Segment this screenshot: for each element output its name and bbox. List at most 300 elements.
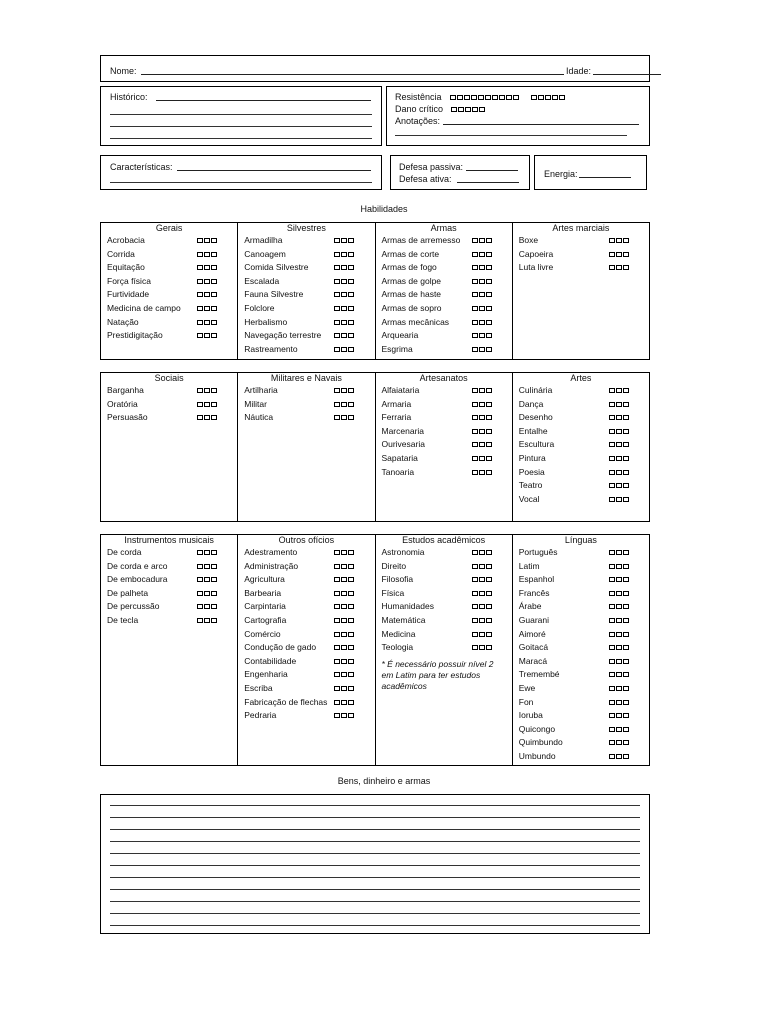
skill-level-checkbox[interactable]: [204, 618, 210, 623]
skill-level-checkbox[interactable]: [204, 577, 210, 582]
skill-level-checkbox[interactable]: [341, 306, 347, 311]
skill-level-checkbox[interactable]: [486, 238, 492, 243]
skill-level-checkbox[interactable]: [616, 659, 622, 664]
skill-level-checkbox[interactable]: [334, 402, 340, 407]
skill-level-checkbox[interactable]: [479, 632, 485, 637]
skill-level-checkbox[interactable]: [472, 292, 478, 297]
skill-level-checkbox[interactable]: [341, 686, 347, 691]
skill-level-checkbox[interactable]: [204, 292, 210, 297]
skill-level-checkbox[interactable]: [341, 415, 347, 420]
historico-line-2[interactable]: [110, 114, 372, 115]
skill-level-checkbox[interactable]: [623, 238, 629, 243]
bens-line[interactable]: [110, 865, 640, 866]
skill-level-checkbox[interactable]: [472, 402, 478, 407]
skill-level-checkbox[interactable]: [486, 347, 492, 352]
resistencia-checkbox[interactable]: [471, 95, 477, 100]
skill-level-checkbox[interactable]: [609, 686, 615, 691]
resistencia-extra-checkbox[interactable]: [531, 95, 537, 100]
skill-level-checkbox[interactable]: [486, 456, 492, 461]
dano-critico-checkbox[interactable]: [472, 107, 478, 112]
skill-level-checkbox[interactable]: [486, 320, 492, 325]
skill-level-checkbox[interactable]: [486, 279, 492, 284]
bens-line[interactable]: [110, 877, 640, 878]
skill-level-checkbox[interactable]: [623, 429, 629, 434]
energia-field[interactable]: [579, 169, 631, 178]
skill-level-checkbox[interactable]: [623, 727, 629, 732]
caracteristicas-line-2[interactable]: [110, 182, 372, 183]
skill-level-checkbox[interactable]: [348, 604, 354, 609]
skill-level-checkbox[interactable]: [486, 388, 492, 393]
skill-level-checkbox[interactable]: [348, 279, 354, 284]
skill-level-checkbox[interactable]: [341, 591, 347, 596]
skill-level-checkbox[interactable]: [479, 347, 485, 352]
skill-level-checkbox[interactable]: [623, 700, 629, 705]
skill-level-checkbox[interactable]: [348, 333, 354, 338]
skill-level-checkbox[interactable]: [609, 497, 615, 502]
skill-level-checkbox[interactable]: [609, 415, 615, 420]
skill-level-checkbox[interactable]: [616, 238, 622, 243]
dano-critico-checkbox[interactable]: [458, 107, 464, 112]
skill-level-checkbox[interactable]: [197, 604, 203, 609]
skill-level-checkbox[interactable]: [334, 659, 340, 664]
skill-level-checkbox[interactable]: [609, 470, 615, 475]
skill-level-checkbox[interactable]: [479, 604, 485, 609]
skill-level-checkbox[interactable]: [479, 252, 485, 257]
skill-level-checkbox[interactable]: [479, 577, 485, 582]
skill-level-checkbox[interactable]: [616, 713, 622, 718]
resistencia-extra-boxes[interactable]: [531, 95, 566, 100]
skill-level-checkbox[interactable]: [479, 429, 485, 434]
skill-level-checkbox[interactable]: [341, 265, 347, 270]
skill-level-checkbox[interactable]: [616, 672, 622, 677]
skill-level-checkbox[interactable]: [472, 632, 478, 637]
skill-level-checkbox[interactable]: [486, 604, 492, 609]
skill-level-checkbox[interactable]: [479, 402, 485, 407]
skill-level-checkbox[interactable]: [472, 279, 478, 284]
skill-level-checkbox[interactable]: [211, 402, 217, 407]
skill-level-checkbox[interactable]: [486, 632, 492, 637]
skill-level-checkbox[interactable]: [341, 618, 347, 623]
skill-level-checkbox[interactable]: [609, 632, 615, 637]
skill-level-checkbox[interactable]: [197, 333, 203, 338]
skill-level-checkbox[interactable]: [472, 470, 478, 475]
skill-level-checkbox[interactable]: [616, 740, 622, 745]
dano-critico-checkbox[interactable]: [479, 107, 485, 112]
skill-level-checkbox[interactable]: [479, 238, 485, 243]
skill-level-checkbox[interactable]: [204, 604, 210, 609]
skill-level-checkbox[interactable]: [334, 333, 340, 338]
skill-level-checkbox[interactable]: [334, 686, 340, 691]
skill-level-checkbox[interactable]: [609, 388, 615, 393]
skill-level-checkbox[interactable]: [204, 402, 210, 407]
skill-level-checkbox[interactable]: [348, 618, 354, 623]
defesa-passiva-field[interactable]: [466, 162, 518, 171]
skill-level-checkbox[interactable]: [623, 672, 629, 677]
skill-level-checkbox[interactable]: [472, 320, 478, 325]
skill-level-checkbox[interactable]: [472, 550, 478, 555]
skill-level-checkbox[interactable]: [479, 292, 485, 297]
skill-level-checkbox[interactable]: [472, 456, 478, 461]
skill-level-checkbox[interactable]: [623, 713, 629, 718]
skill-level-checkbox[interactable]: [334, 713, 340, 718]
skill-level-checkbox[interactable]: [334, 279, 340, 284]
skill-level-checkbox[interactable]: [479, 415, 485, 420]
skill-level-checkbox[interactable]: [616, 265, 622, 270]
skill-level-checkbox[interactable]: [623, 618, 629, 623]
skill-level-checkbox[interactable]: [211, 388, 217, 393]
skill-level-checkbox[interactable]: [479, 320, 485, 325]
skill-level-checkbox[interactable]: [341, 564, 347, 569]
skill-level-checkbox[interactable]: [472, 333, 478, 338]
skill-level-checkbox[interactable]: [334, 347, 340, 352]
resistencia-extra-checkbox[interactable]: [552, 95, 558, 100]
skill-level-checkbox[interactable]: [486, 402, 492, 407]
skill-level-checkbox[interactable]: [479, 618, 485, 623]
dano-critico-checkbox[interactable]: [465, 107, 471, 112]
skill-level-checkbox[interactable]: [348, 591, 354, 596]
skill-level-checkbox[interactable]: [341, 320, 347, 325]
skill-level-checkbox[interactable]: [211, 292, 217, 297]
skill-level-checkbox[interactable]: [334, 577, 340, 582]
skill-level-checkbox[interactable]: [623, 442, 629, 447]
skill-level-checkbox[interactable]: [609, 672, 615, 677]
skill-level-checkbox[interactable]: [341, 333, 347, 338]
bens-line[interactable]: [110, 829, 640, 830]
skill-level-checkbox[interactable]: [204, 591, 210, 596]
skill-level-checkbox[interactable]: [341, 550, 347, 555]
skill-level-checkbox[interactable]: [334, 564, 340, 569]
skill-level-checkbox[interactable]: [479, 550, 485, 555]
skill-level-checkbox[interactable]: [479, 442, 485, 447]
skill-level-checkbox[interactable]: [486, 564, 492, 569]
skill-level-checkbox[interactable]: [197, 564, 203, 569]
skill-level-checkbox[interactable]: [204, 550, 210, 555]
skill-level-checkbox[interactable]: [479, 645, 485, 650]
skill-level-checkbox[interactable]: [623, 388, 629, 393]
skill-level-checkbox[interactable]: [616, 591, 622, 596]
skill-level-checkbox[interactable]: [479, 564, 485, 569]
skill-level-checkbox[interactable]: [623, 470, 629, 475]
skill-level-checkbox[interactable]: [616, 645, 622, 650]
skill-level-checkbox[interactable]: [609, 740, 615, 745]
resistencia-checkbox[interactable]: [464, 95, 470, 100]
skill-level-checkbox[interactable]: [486, 470, 492, 475]
skill-level-checkbox[interactable]: [609, 456, 615, 461]
skill-level-checkbox[interactable]: [197, 402, 203, 407]
skill-level-checkbox[interactable]: [348, 645, 354, 650]
skill-level-checkbox[interactable]: [211, 333, 217, 338]
resistencia-extra-checkbox[interactable]: [538, 95, 544, 100]
skill-level-checkbox[interactable]: [479, 388, 485, 393]
skill-level-checkbox[interactable]: [341, 577, 347, 582]
skill-level-checkbox[interactable]: [211, 618, 217, 623]
skill-level-checkbox[interactable]: [609, 252, 615, 257]
skill-level-checkbox[interactable]: [616, 618, 622, 623]
skill-level-checkbox[interactable]: [616, 564, 622, 569]
bens-line[interactable]: [110, 853, 640, 854]
skill-level-checkbox[interactable]: [616, 402, 622, 407]
skill-level-checkbox[interactable]: [616, 604, 622, 609]
resistencia-checkbox[interactable]: [485, 95, 491, 100]
skill-level-checkbox[interactable]: [616, 415, 622, 420]
skill-level-checkbox[interactable]: [341, 713, 347, 718]
skill-level-checkbox[interactable]: [341, 632, 347, 637]
skill-level-checkbox[interactable]: [616, 252, 622, 257]
skill-level-checkbox[interactable]: [341, 279, 347, 284]
skill-level-checkbox[interactable]: [341, 700, 347, 705]
skill-level-checkbox[interactable]: [479, 279, 485, 284]
age-field[interactable]: [593, 66, 635, 75]
skill-level-checkbox[interactable]: [334, 238, 340, 243]
skill-level-checkbox[interactable]: [623, 591, 629, 596]
resistencia-checkbox[interactable]: [499, 95, 505, 100]
skill-level-checkbox[interactable]: [472, 306, 478, 311]
bens-line[interactable]: [110, 805, 640, 806]
skill-level-checkbox[interactable]: [472, 564, 478, 569]
skill-level-checkbox[interactable]: [211, 577, 217, 582]
historico-line-3[interactable]: [110, 126, 372, 127]
skill-level-checkbox[interactable]: [334, 550, 340, 555]
caracteristicas-line-1[interactable]: [177, 162, 371, 171]
skill-level-checkbox[interactable]: [609, 604, 615, 609]
skill-level-checkbox[interactable]: [623, 550, 629, 555]
skill-level-checkbox[interactable]: [623, 564, 629, 569]
skill-level-checkbox[interactable]: [609, 429, 615, 434]
skill-level-checkbox[interactable]: [472, 238, 478, 243]
skill-level-checkbox[interactable]: [479, 470, 485, 475]
skill-level-checkbox[interactable]: [472, 429, 478, 434]
skill-level-checkbox[interactable]: [616, 497, 622, 502]
skill-level-checkbox[interactable]: [616, 388, 622, 393]
skill-level-checkbox[interactable]: [486, 265, 492, 270]
skill-level-checkbox[interactable]: [211, 252, 217, 257]
skill-level-checkbox[interactable]: [479, 306, 485, 311]
skill-level-checkbox[interactable]: [609, 591, 615, 596]
skill-level-checkbox[interactable]: [486, 429, 492, 434]
historico-line-4[interactable]: [110, 138, 372, 139]
skill-level-checkbox[interactable]: [334, 700, 340, 705]
resistencia-checkbox[interactable]: [478, 95, 484, 100]
skill-level-checkbox[interactable]: [616, 456, 622, 461]
skill-level-checkbox[interactable]: [334, 388, 340, 393]
skill-level-checkbox[interactable]: [479, 333, 485, 338]
skill-level-checkbox[interactable]: [609, 238, 615, 243]
skill-level-checkbox[interactable]: [341, 252, 347, 257]
skill-level-checkbox[interactable]: [211, 320, 217, 325]
skill-level-checkbox[interactable]: [341, 402, 347, 407]
resistencia-extra-checkbox[interactable]: [545, 95, 551, 100]
bens-line[interactable]: [110, 841, 640, 842]
skill-level-checkbox[interactable]: [348, 564, 354, 569]
bens-line[interactable]: [110, 817, 640, 818]
resistencia-checkbox[interactable]: [450, 95, 456, 100]
skill-level-checkbox[interactable]: [486, 645, 492, 650]
skill-level-checkbox[interactable]: [616, 577, 622, 582]
historico-line-1[interactable]: [156, 92, 371, 101]
skill-level-checkbox[interactable]: [334, 672, 340, 677]
skill-level-checkbox[interactable]: [609, 618, 615, 623]
skill-level-checkbox[interactable]: [609, 577, 615, 582]
skill-level-checkbox[interactable]: [486, 591, 492, 596]
skill-level-checkbox[interactable]: [348, 700, 354, 705]
skill-level-checkbox[interactable]: [204, 252, 210, 257]
skill-level-checkbox[interactable]: [472, 442, 478, 447]
skill-level-checkbox[interactable]: [623, 252, 629, 257]
skill-level-checkbox[interactable]: [609, 645, 615, 650]
skill-level-checkbox[interactable]: [616, 429, 622, 434]
skill-level-checkbox[interactable]: [348, 713, 354, 718]
bens-line[interactable]: [110, 889, 640, 890]
skill-level-checkbox[interactable]: [609, 700, 615, 705]
skill-level-checkbox[interactable]: [472, 618, 478, 623]
skill-level-checkbox[interactable]: [204, 333, 210, 338]
skill-level-checkbox[interactable]: [348, 672, 354, 677]
skill-level-checkbox[interactable]: [616, 632, 622, 637]
skill-level-checkbox[interactable]: [479, 265, 485, 270]
skill-level-checkbox[interactable]: [623, 740, 629, 745]
skill-level-checkbox[interactable]: [348, 402, 354, 407]
resistencia-boxes[interactable]: [450, 95, 520, 100]
skill-level-checkbox[interactable]: [472, 604, 478, 609]
skill-level-checkbox[interactable]: [486, 550, 492, 555]
skill-level-checkbox[interactable]: [609, 265, 615, 270]
skill-level-checkbox[interactable]: [341, 347, 347, 352]
skill-level-checkbox[interactable]: [204, 265, 210, 270]
skill-level-checkbox[interactable]: [211, 550, 217, 555]
defesa-ativa-field[interactable]: [457, 174, 519, 183]
skill-level-checkbox[interactable]: [623, 659, 629, 664]
skill-level-checkbox[interactable]: [486, 618, 492, 623]
skill-level-checkbox[interactable]: [486, 415, 492, 420]
skill-level-checkbox[interactable]: [334, 320, 340, 325]
skill-level-checkbox[interactable]: [348, 252, 354, 257]
skill-level-checkbox[interactable]: [472, 577, 478, 582]
skill-level-checkbox[interactable]: [211, 564, 217, 569]
skill-level-checkbox[interactable]: [616, 483, 622, 488]
skill-level-checkbox[interactable]: [204, 388, 210, 393]
skill-level-checkbox[interactable]: [348, 550, 354, 555]
skill-level-checkbox[interactable]: [204, 415, 210, 420]
skill-level-checkbox[interactable]: [211, 306, 217, 311]
skill-level-checkbox[interactable]: [341, 388, 347, 393]
skill-level-checkbox[interactable]: [623, 497, 629, 502]
skill-level-checkbox[interactable]: [211, 591, 217, 596]
resistencia-extra-checkbox[interactable]: [559, 95, 565, 100]
skill-level-checkbox[interactable]: [486, 577, 492, 582]
skill-level-checkbox[interactable]: [609, 727, 615, 732]
skill-level-checkbox[interactable]: [348, 306, 354, 311]
skill-level-checkbox[interactable]: [609, 754, 615, 759]
skill-level-checkbox[interactable]: [334, 415, 340, 420]
skill-level-checkbox[interactable]: [623, 577, 629, 582]
bens-line[interactable]: [110, 913, 640, 914]
bens-line[interactable]: [110, 901, 640, 902]
skill-level-checkbox[interactable]: [472, 252, 478, 257]
resistencia-checkbox[interactable]: [513, 95, 519, 100]
skill-level-checkbox[interactable]: [486, 442, 492, 447]
skill-level-checkbox[interactable]: [341, 672, 347, 677]
skill-level-checkbox[interactable]: [609, 564, 615, 569]
skill-level-checkbox[interactable]: [341, 292, 347, 297]
skill-level-checkbox[interactable]: [623, 604, 629, 609]
skill-level-checkbox[interactable]: [197, 306, 203, 311]
dano-critico-boxes[interactable]: [451, 107, 486, 112]
skill-level-checkbox[interactable]: [609, 550, 615, 555]
skill-level-checkbox[interactable]: [609, 402, 615, 407]
skill-level-checkbox[interactable]: [341, 659, 347, 664]
skill-level-checkbox[interactable]: [197, 265, 203, 270]
skill-level-checkbox[interactable]: [197, 238, 203, 243]
skill-level-checkbox[interactable]: [348, 632, 354, 637]
skill-level-checkbox[interactable]: [472, 591, 478, 596]
skill-level-checkbox[interactable]: [486, 292, 492, 297]
skill-level-checkbox[interactable]: [348, 388, 354, 393]
skill-level-checkbox[interactable]: [472, 347, 478, 352]
skill-level-checkbox[interactable]: [623, 415, 629, 420]
skill-level-checkbox[interactable]: [616, 727, 622, 732]
skill-level-checkbox[interactable]: [486, 252, 492, 257]
skill-level-checkbox[interactable]: [479, 591, 485, 596]
skill-level-checkbox[interactable]: [616, 754, 622, 759]
dano-critico-checkbox[interactable]: [451, 107, 457, 112]
skill-level-checkbox[interactable]: [197, 577, 203, 582]
skill-level-checkbox[interactable]: [211, 238, 217, 243]
skill-level-checkbox[interactable]: [204, 306, 210, 311]
skill-level-checkbox[interactable]: [197, 252, 203, 257]
skill-level-checkbox[interactable]: [334, 604, 340, 609]
skill-level-checkbox[interactable]: [334, 306, 340, 311]
skill-level-checkbox[interactable]: [472, 645, 478, 650]
skill-level-checkbox[interactable]: [197, 415, 203, 420]
skill-level-checkbox[interactable]: [204, 279, 210, 284]
skill-level-checkbox[interactable]: [341, 604, 347, 609]
skill-level-checkbox[interactable]: [616, 700, 622, 705]
skill-level-checkbox[interactable]: [486, 306, 492, 311]
skill-level-checkbox[interactable]: [623, 456, 629, 461]
skill-level-checkbox[interactable]: [609, 659, 615, 664]
bens-line[interactable]: [110, 925, 640, 926]
skill-level-checkbox[interactable]: [623, 645, 629, 650]
skill-level-checkbox[interactable]: [334, 265, 340, 270]
skill-level-checkbox[interactable]: [204, 564, 210, 569]
skill-level-checkbox[interactable]: [211, 604, 217, 609]
skill-level-checkbox[interactable]: [197, 279, 203, 284]
skill-level-checkbox[interactable]: [197, 388, 203, 393]
skill-level-checkbox[interactable]: [334, 292, 340, 297]
skill-level-checkbox[interactable]: [211, 415, 217, 420]
skill-level-checkbox[interactable]: [348, 238, 354, 243]
skill-level-checkbox[interactable]: [204, 238, 210, 243]
skill-level-checkbox[interactable]: [472, 388, 478, 393]
skill-level-checkbox[interactable]: [616, 470, 622, 475]
skill-level-checkbox[interactable]: [623, 632, 629, 637]
skill-level-checkbox[interactable]: [623, 483, 629, 488]
resistencia-checkbox[interactable]: [492, 95, 498, 100]
skill-level-checkbox[interactable]: [197, 292, 203, 297]
skill-level-checkbox[interactable]: [197, 618, 203, 623]
skill-level-checkbox[interactable]: [341, 238, 347, 243]
skill-level-checkbox[interactable]: [348, 686, 354, 691]
skill-level-checkbox[interactable]: [211, 279, 217, 284]
skill-level-checkbox[interactable]: [348, 415, 354, 420]
skill-level-checkbox[interactable]: [211, 265, 217, 270]
skill-level-checkbox[interactable]: [334, 618, 340, 623]
skill-level-checkbox[interactable]: [341, 645, 347, 650]
skill-level-checkbox[interactable]: [334, 591, 340, 596]
skill-level-checkbox[interactable]: [486, 333, 492, 338]
skill-level-checkbox[interactable]: [204, 320, 210, 325]
skill-level-checkbox[interactable]: [623, 265, 629, 270]
